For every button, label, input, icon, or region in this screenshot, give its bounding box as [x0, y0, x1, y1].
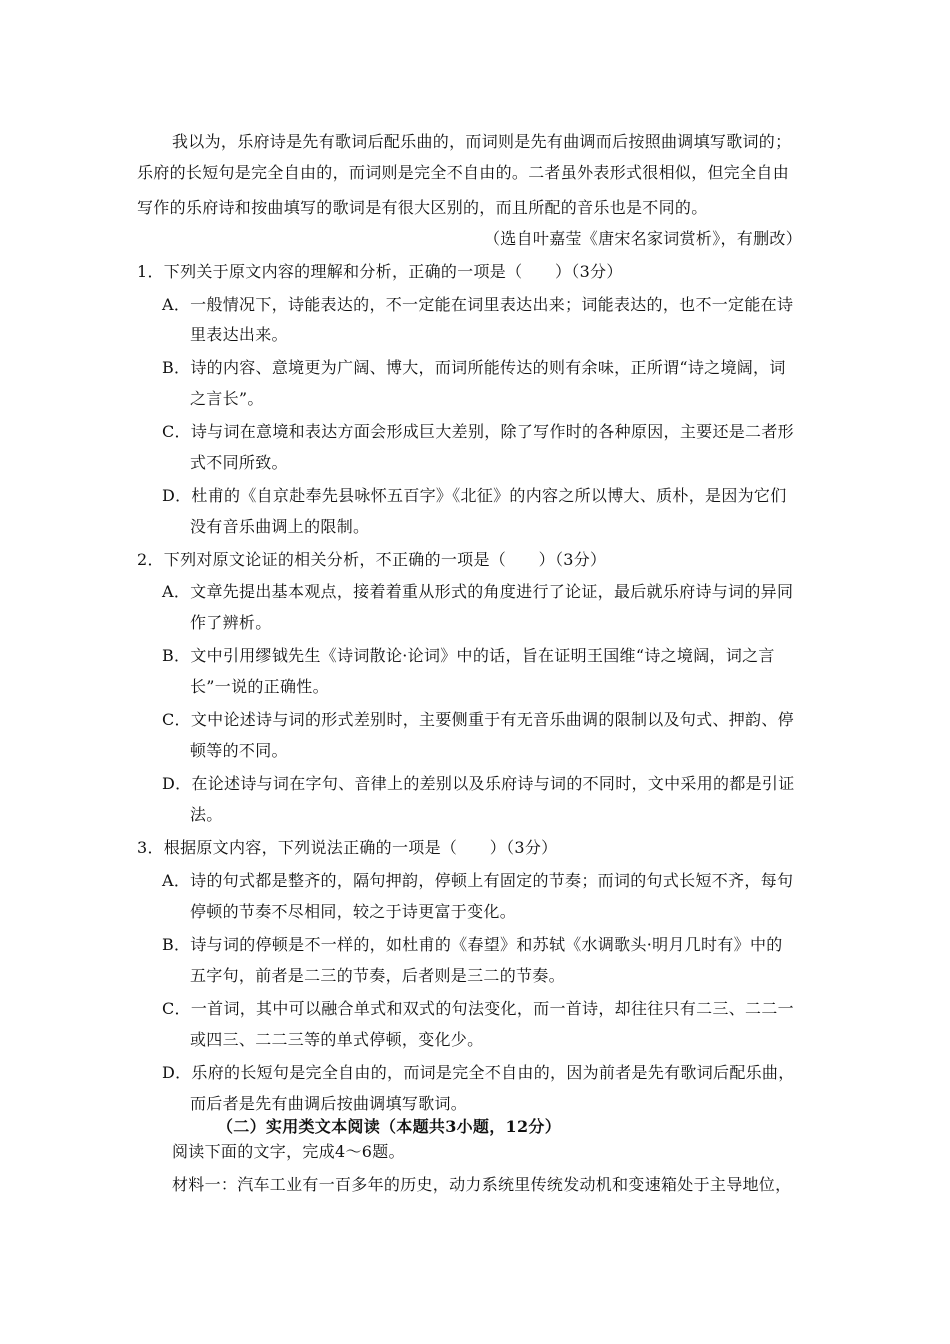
passage-source: （选自叶嘉莹《唐宋名家词赏析》，有删改） [484, 229, 803, 248]
question-2-option-c-line-1: C．文中论述诗与词的形式差别时，主要侧重于有无音乐曲调的限制以及句式、押韵、停 [162, 710, 794, 729]
question-1-option-d-line-1: D．杜甫的《自京赴奉先县咏怀五百字》《北征》的内容之所以博大、质朴，是因为它们 [162, 486, 787, 505]
question-2-stem: 2．下列对原文论证的相关分析，不正确的一项是（ ）（3分） [137, 550, 607, 569]
passage-paragraph-line-1: 我以为，乐府诗是先有歌词后配乐曲的，而词则是先有曲调而后按照曲调填写歌词的； [172, 132, 792, 151]
section-2-material-line: 材料一：汽车工业有一百多年的历史，动力系统里传统发动机和变速箱处于主导地位， [172, 1175, 792, 1194]
question-1-option-b-line-2: 之言长”。 [190, 389, 264, 408]
question-2-option-d-line-1: D．在论述诗与词在字句、音律上的差别以及乐府诗与词的不同时，文中采用的都是引证 [162, 774, 795, 793]
passage-paragraph-line-2: 乐府的长短句是完全自由的，而词则是完全不自由的。二者虽外表形式很相似，但完全自由 [137, 163, 790, 182]
question-2-option-b-line-2: 长”一说的正确性。 [190, 677, 329, 696]
question-3-option-c-line-1: C．一首词，其中可以融合单式和双式的句法变化，而一首诗，却往往只有二三、二二一 [162, 999, 794, 1018]
section-2-heading: （二）实用类文本阅读（本题共3小题，12分） [217, 1117, 561, 1136]
question-3-option-b-line-1: B．诗与词的停顿是不一样的，如杜甫的《春望》和苏轼《水调歌头·明月几时有》中的 [162, 935, 783, 954]
question-1-option-c-line-1: C．诗与词在意境和表达方面会形成巨大差别，除了写作时的各种原因，主要还是二者形 [162, 422, 794, 441]
question-2-option-a-line-1: A．文章先提出基本观点，接着着重从形式的角度进行了论证，最后就乐府诗与词的异同 [162, 582, 794, 601]
passage-paragraph-line-3: 写作的乐府诗和按曲填写的歌词是有很大区别的，而且所配的音乐也是不同的。 [137, 198, 708, 217]
question-3-stem: 3．根据原文内容，下列说法正确的一项是（ ）（3分） [137, 838, 558, 857]
question-3-option-d-line-2: 而后者是先有曲调后按曲调填写歌词。 [190, 1094, 468, 1113]
question-3-option-a-line-1: A．诗的句式都是整齐的，隔句押韵，停顿上有固定的节奏；而词的句式长短不齐，每句 [162, 871, 794, 890]
question-3-option-b-line-2: 五字句，前者是二三的节奏，后者则是三二的节奏。 [190, 966, 565, 985]
question-2-option-d-line-2: 法。 [190, 805, 223, 824]
question-1-option-b-line-1: B．诗的内容、意境更为广阔、博大，而词所能传达的则有余味，正所谓“诗之境阔，词 [162, 358, 786, 377]
question-2-option-c-line-2: 顿等的不同。 [190, 741, 288, 760]
question-1-option-a-line-1: A．一般情况下，诗能表达的，不一定能在词里表达出来；词能表达的，也不一定能在诗 [162, 295, 794, 314]
question-2-option-a-line-2: 作了辨析。 [190, 613, 272, 632]
question-1-option-a-line-2: 里表达出来。 [190, 325, 288, 344]
question-3-option-d-line-1: D．乐府的长短句是完全自由的，而词是完全不自由的，因为前者是先有歌词后配乐曲， [162, 1063, 795, 1082]
question-3-option-a-line-2: 停顿的节奏不尽相同，较之于诗更富于变化。 [190, 902, 517, 921]
question-1-stem: 1．下列关于原文内容的理解和分析，正确的一项是（ ）（3分） [137, 262, 623, 281]
question-2-option-b-line-1: B．文中引用缪钺先生《诗词散论·论词》中的话，旨在证明王国维“诗之境阔，词之言 [162, 646, 775, 665]
question-1-option-d-line-2: 没有音乐曲调上的限制。 [190, 517, 370, 536]
question-1-option-c-line-2: 式不同所致。 [190, 453, 288, 472]
section-2-instruction: 阅读下面的文字，完成4～6题。 [172, 1142, 405, 1161]
question-3-option-c-line-2: 或四三、二二三等的单式停顿，变化少。 [190, 1030, 484, 1049]
